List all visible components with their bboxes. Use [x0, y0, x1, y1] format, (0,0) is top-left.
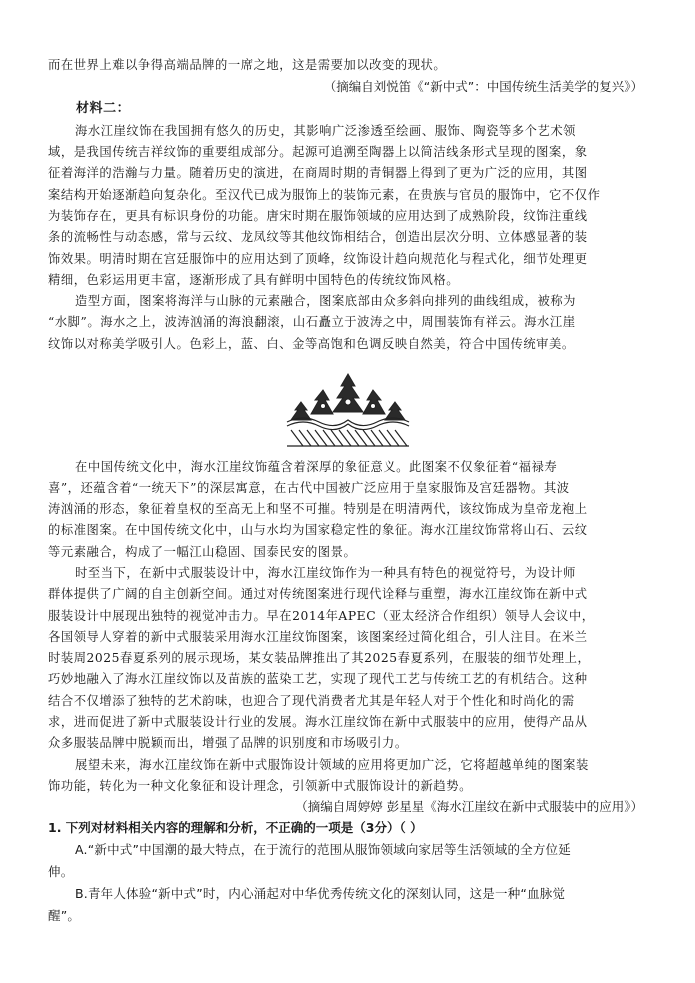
text-line: 各国领导人穿着的新中式服装采用海水江崖纹饰图案，该图案经过简化组合，引人注目。在米兰 [48, 630, 588, 644]
text-line: 涛汹涌的形态，象征着皇权的至高无上和坚不可摧。特别是在明清两代，该纹饰成为皇帝龙袍上 [48, 502, 588, 516]
text-line: 的标准图案。在中国传统文化中，山与水均为国家稳定性的象征。海水江崖纹饰常将山石、云纹 [48, 523, 588, 537]
text-line: 案结构开始逐渐趋向复杂化。至汉代已成为服饰上的装饰元素，在贵族与官员的服饰中，它不仅作 [48, 188, 601, 202]
text-line: 在中国传统文化中，海水江崖纹饰蕴含着深厚的象征意义。此图案不仅象征着“福禄寿 [75, 460, 558, 474]
text-line: 展望未来，海水江崖纹饰在新中式服饰设计领域的应用将更加广泛，它将超越单纯的图案装 [75, 758, 589, 772]
answer-option-a-cont: 伸。 [48, 864, 74, 879]
text-line: 域，是我国传统吉祥纹饰的重要组成部分。起源可追溯至陶器上以简洁线条形式呈现的图案，象 [48, 145, 588, 159]
text-line: 条的流畅性与动态感，常与云纹、龙凤纹等其他纹饰相结合，创造出层次分明、立体感显著的装 [48, 230, 588, 244]
text-line: 时至当下，在新中式服装设计中，海水江崖纹饰作为一种具有特色的视觉符号，为设计师 [75, 566, 577, 580]
text-line: 众多服装品牌中脱颖而出，增强了品牌的识别度和市场吸引力。 [48, 736, 408, 750]
text-line: 而在世界上难以争得高端品牌的一席之地，这是需要加以改变的现状。 [48, 58, 447, 72]
text-line: 喜”，还蕴含着“一统天下”的深层寓意，在古代中国被广泛应用于皇家服饰及宫廷器物。其波 [48, 481, 570, 495]
question-stem: 1. 下列对材料相关内容的理解和分析，不正确的一项是（3分）（ ） [48, 820, 423, 835]
text-line: 饰效果。明清时期在宫廷服饰中的应用达到了顶峰，纹饰设计趋向规范化与程式化，细节处理更 [48, 252, 588, 266]
text-line: 时装周2025春夏系列的展示现场，某女装品牌推出了其2025春夏系列，在服装的细节处理上， [48, 651, 591, 665]
text-line: 征着海洋的浩瀚与力量。随着历史的演进，在商周时期的青铜器上得到了更为广泛的应用，其图 [48, 166, 588, 180]
text-line: 为装饰存在，更具有标识身份的功能。唐宋时期在服饰领域的应用达到了成熟阶段，纹饰注重线 [48, 209, 588, 223]
text-line: 群体提供了广阔的自主创新空间。通过对传统图案进行现代诠释与重塑，海水江崖纹饰在新中式 [48, 587, 588, 601]
section-heading: 材料二： [76, 101, 131, 116]
text-line: 求，进而促进了新中式服装设计行业的发展。海水江崖纹饰在新中式服装中的应用，使得产品从 [48, 715, 588, 729]
answer-option-a[interactable]: A.“新中式”中国潮的最大特点，在于流行的范围从服饰领域向家居等生活领域的全方位延 [75, 842, 571, 857]
text-line: 精细，色彩运用更丰富，逐渐形成了具有鲜明中国特色的传统纹饰风格。 [48, 273, 460, 287]
text-line: 结合不仅增添了独特的艺术韵味，也迎合了现代消费者尤其是年轻人对于个性化和时尚化的需 [48, 694, 575, 708]
text-line: 巧妙地融入了海水江崖纹饰以及苗族的蓝染工艺，实现了现代工艺与传统工艺的有机结合。这种 [48, 672, 588, 686]
haishui-jiangya-pattern-illustration [283, 372, 413, 448]
answer-option-b[interactable]: B.青年人体验“新中式”时，内心涌起对中华优秀传统文化的深刻认同，这是一种“血脉觉 [75, 886, 566, 901]
answer-option-b-cont: 醒”。 [48, 908, 81, 923]
text-line: “水脚”。海水之上，波涛汹涌的海浪翻滚，山石矗立于波涛之中，周围装饰有祥云。海水江崖 [48, 315, 576, 329]
source-citation: （摘编自周婷婷 彭星星《海水江崖纹在新中式服装中的应用》） [295, 799, 643, 814]
text-line: 纹饰以对称美学吸引人。色彩上，蓝、白、金等高饱和色调反映自然美，符合中国传统审美。 [48, 337, 575, 351]
text-line: 服装设计中展现出独特的视觉冲击力。早在2014年APEC（亚太经济合作组织）领导人会议中， [48, 609, 595, 623]
text-line: 等元素融合，构成了一幅江山稳固、国泰民安的图景。 [48, 545, 357, 559]
text-line: 造型方面，图案将海洋与山脉的元素融合，图案底部由众多斜向排列的曲线组成，被称为 [75, 294, 577, 308]
source-citation: （摘编自刘悦笛《“新中式”：中国传统生活美学的复兴》） [323, 79, 643, 94]
text-line: 饰功能，转化为一种文化象征和设计理念，引领新中式服饰设计的新趋势。 [48, 779, 472, 793]
text-line: 海水江崖纹饰在我国拥有悠久的历史，其影响广泛渗透至绘画、服饰、陶瓷等多个艺术领 [75, 124, 577, 138]
